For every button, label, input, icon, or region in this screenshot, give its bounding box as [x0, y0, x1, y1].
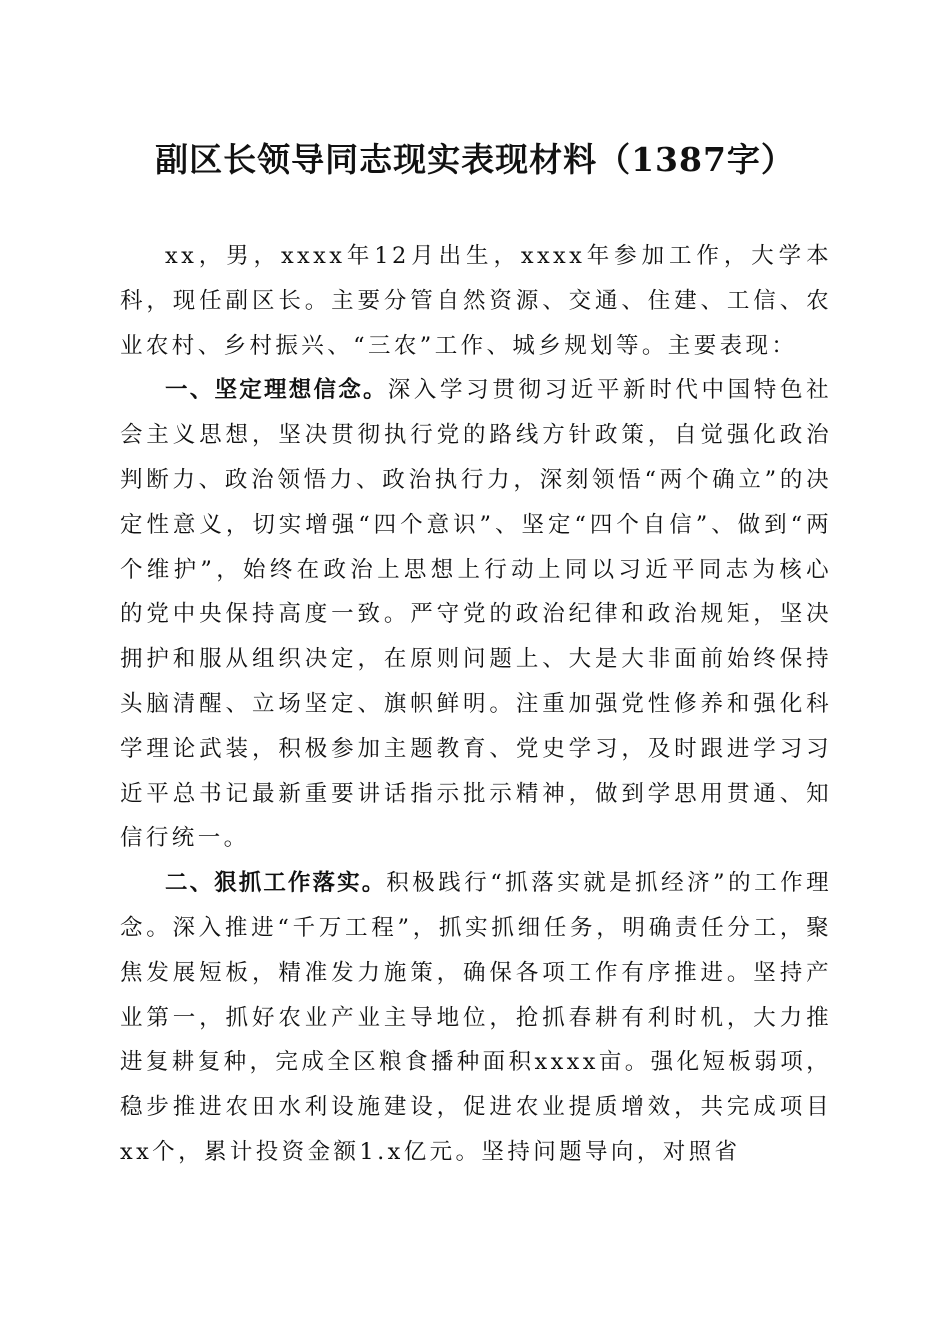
section-heading-1: 一、坚定理想信念。 [165, 377, 388, 404]
document-body [120, 234, 832, 1175]
section-text-2: 积极践行“抓落实就是抓经济”的工作理念。深入推进“千万工程”，抓实抓细任务，明确责任分工，聚焦发展短板，精准发力施策，确保各项工作有序推进。坚持产业第一，抓好农业产业主导地位，抢抓春耕有利时机，大力推进复耕复种，完成全区粮食播种面积xxxx亩。强化短板弱项，稳步推进农田水利设施建设，促进农业提质增效，共完成项目xx个，累计投资金额1.x亿元。坚持问题导向，对照省 [120, 870, 832, 1165]
section-text-1: 深入学习贯彻习近平新时代中国特色社会主义思想，坚决贯彻执行党的路线方针政策，自觉强化政治判断力、政治领悟力、政治执行力，深刻领悟“两个确立”的决定性意义，切实增强“四个意识”、坚定“四个自信”、做到“两个维护”，始终在政治上思想上行动上同以习近平同志为核心的党中央保持高度一致。严守党的政治纪律和政治规矩，坚决拥护和服从组织决定，在原则问题上、大是大非面前始终保持头脑清醒、立场坚定、旗帜鲜明。注重加强党性修养和强化科学理论武装，积极参加主题教育、党史学习，及时跟进学习习近平总书记最新重要讲话指示批示精神，做到学思用贯通、知信行统一。 [120, 377, 832, 852]
section-heading-2: 二、狠抓工作落实。 [165, 870, 387, 897]
intro-paragraph: xx，男，xxxx年12月出生，xxxx年参加工作，大学本科，现任副区长。主要分管自然资源、交通、住建、工信、农业农村、乡村振兴、“三农”工作、城乡规划等。主要表现： [120, 243, 832, 359]
section-paragraph-2 [120, 861, 832, 1175]
section-paragraph-1 [120, 368, 832, 861]
document-title: 副区长领导同志现实表现材料（1387字） [155, 140, 795, 179]
